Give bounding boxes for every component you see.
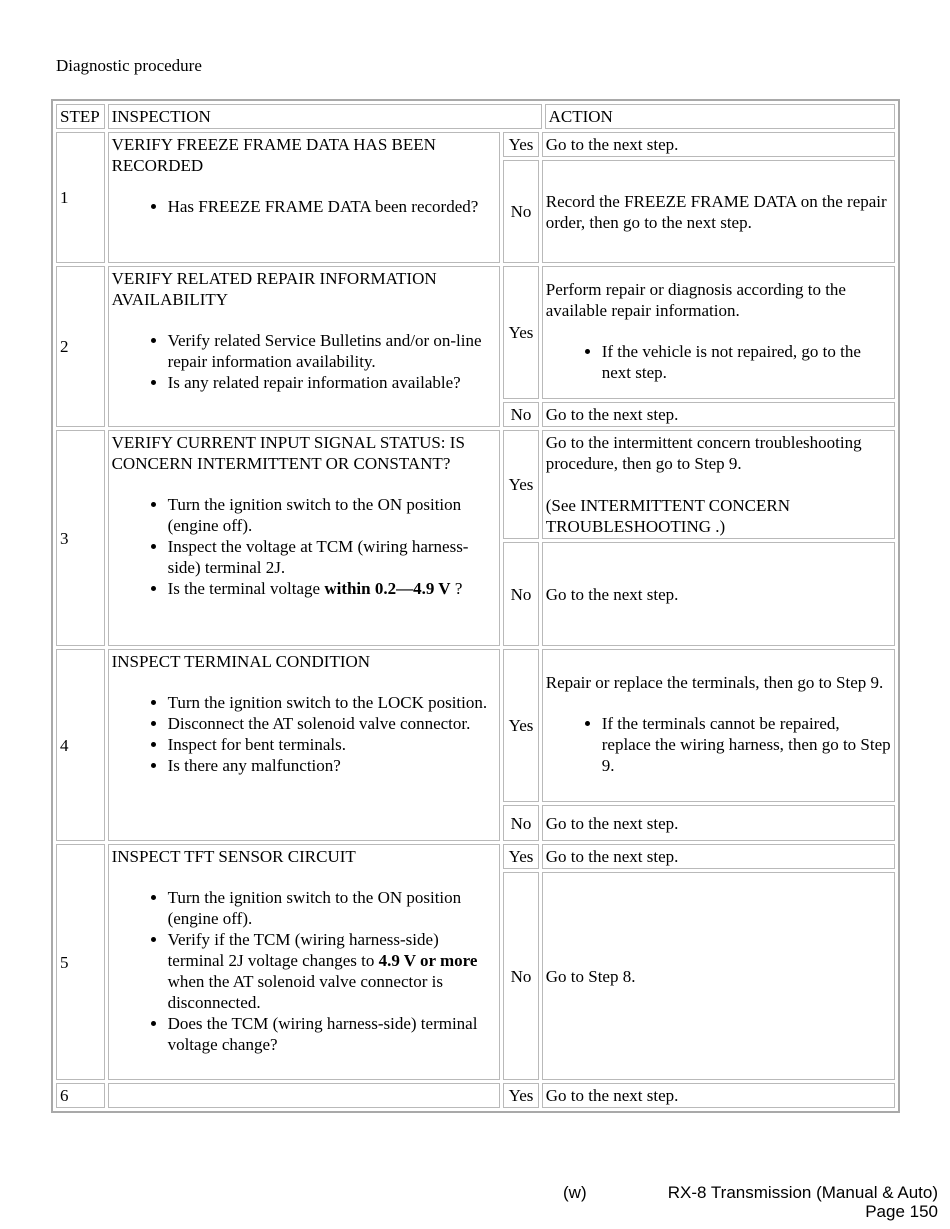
footer-page-number: Page 150 (865, 1202, 938, 1221)
inspection-heading: VERIFY FREEZE FRAME DATA HAS BEEN RECORDED (111, 135, 436, 175)
no-action: Go to Step 8. (542, 872, 895, 1080)
inspection-cell (108, 430, 501, 646)
inspection-bullet: • Turn the ignition switch to the ON position (engine off). (168, 887, 498, 929)
inspection-bullet: • Is there any malfunction? (168, 755, 498, 776)
inspection-heading: INSPECT TERMINAL CONDITION (111, 652, 371, 671)
table-row (56, 266, 895, 399)
yes-label: Yes (503, 1083, 538, 1108)
no-label: No (503, 805, 538, 841)
no-action: Go to the next step. (542, 402, 895, 427)
step-number: 1 (56, 132, 105, 263)
yes-action-cell (542, 649, 895, 802)
step-number: 5 (56, 844, 105, 1080)
inspection-bullet: • Is any related repair information available? (168, 372, 498, 393)
no-label: No (503, 872, 538, 1080)
action-bullet: • If the vehicle is not repaired, go to the next step. (602, 341, 892, 383)
no-label: No (503, 542, 538, 646)
bullet-text: when the AT solenoid valve connector is disconnected. (167, 972, 443, 1012)
yes-action: Go to the next step. (542, 132, 895, 157)
bullet-emphasis: within 0.2—4.9 V (324, 579, 451, 598)
bullet-text: Is the terminal voltage (167, 579, 325, 598)
inspection-bullet: • Inspect for bent terminals. (168, 734, 498, 755)
inspection-bullet: • Does the TCM (wiring harness-side) terminal voltage change? (168, 1013, 498, 1055)
inspection-list (112, 196, 498, 217)
inspection-cell (108, 649, 501, 841)
inspection-bullet (168, 578, 498, 599)
footer-doc-title: RX-8 Transmission (Manual & Auto) (667, 1183, 938, 1202)
footer-mark: (w) (563, 1183, 587, 1202)
inspection-heading: VERIFY RELATED REPAIR INFORMATION AVAILABILITY (111, 269, 437, 309)
inspection-cell (108, 844, 501, 1080)
table-row (56, 1083, 895, 1108)
yes-label: Yes (503, 844, 538, 869)
inspection-bullet: • Has FREEZE FRAME DATA been recorded? (168, 196, 498, 217)
yes-action: Go to the next step. (542, 1083, 895, 1108)
yes-note: (See INTERMITTENT CONCERN TROUBLESHOOTING .) (545, 496, 791, 536)
yes-action-cell (542, 430, 895, 539)
yes-label: Yes (503, 649, 538, 802)
step-number: 4 (56, 649, 105, 841)
yes-label: Yes (503, 132, 538, 157)
inspection-list (112, 330, 498, 393)
bullet-emphasis: 4.9 V or more (378, 951, 478, 970)
yes-action: Go to the intermittent concern troubleshooting procedure, then go to Step 9. (545, 433, 862, 473)
table-header-row (56, 104, 895, 129)
inspection-cell (108, 1083, 501, 1108)
no-action: Go to the next step. (542, 805, 895, 841)
bullet-text: ? (450, 579, 463, 598)
header-inspection-label: INSPECTION (108, 104, 542, 129)
no-label: No (503, 160, 538, 263)
inspection-list (112, 887, 498, 1055)
header-inspection (108, 104, 895, 129)
inspection-bullet: • Disconnect the AT solenoid valve connector. (168, 713, 498, 734)
yes-action: Repair or replace the terminals, then go to Step 9. (545, 673, 884, 692)
inspection-cell (108, 266, 501, 427)
no-action: Record the FREEZE FRAME DATA on the repair order, then go to the next step. (542, 160, 895, 263)
no-action: Go to the next step. (542, 542, 895, 646)
action-list (546, 713, 892, 776)
diagnostic-table (51, 99, 900, 1113)
step-number: 3 (56, 430, 105, 646)
yes-action-cell (542, 266, 895, 399)
inspection-bullet: • Inspect the voltage at TCM (wiring harness-side) terminal 2J. (168, 536, 498, 578)
inspection-heading: VERIFY CURRENT INPUT SIGNAL STATUS: IS CONCERN INTERMITTENT OR CONSTANT? (111, 433, 465, 473)
inspection-heading: INSPECT TFT SENSOR CIRCUIT (111, 847, 356, 866)
step-number: 2 (56, 266, 105, 427)
inspection-bullet: • Verify related Service Bulletins and/or on-line repair information availability. (168, 330, 498, 372)
yes-action: Go to the next step. (542, 844, 895, 869)
table-row (56, 649, 895, 802)
no-label: No (503, 402, 538, 427)
inspection-bullet (168, 929, 498, 1013)
table-row (56, 132, 895, 157)
bullet-text: Verify if the TCM (wiring harness-side) terminal 2J voltage changes to (167, 930, 439, 970)
yes-action: Perform repair or diagnosis according to the available repair information. (545, 280, 846, 320)
action-list (546, 341, 892, 383)
header-action: ACTION (545, 104, 895, 129)
inspection-list (112, 692, 498, 776)
inspection-bullet: • Turn the ignition switch to the ON position (engine off). (168, 494, 498, 536)
table-row (56, 430, 895, 539)
header-step: STEP (56, 104, 105, 129)
inspection-cell (108, 132, 501, 263)
table-row (56, 844, 895, 869)
step-number: 6 (56, 1083, 105, 1108)
action-bullet: • If the terminals cannot be repaired, replace the wiring harness, then go to Step 9. (602, 713, 892, 776)
page-title: Diagnostic procedure (56, 56, 202, 75)
yes-label: Yes (503, 266, 538, 399)
yes-label: Yes (503, 430, 538, 539)
inspection-list (112, 494, 498, 599)
inspection-bullet: • Turn the ignition switch to the LOCK position. (168, 692, 498, 713)
